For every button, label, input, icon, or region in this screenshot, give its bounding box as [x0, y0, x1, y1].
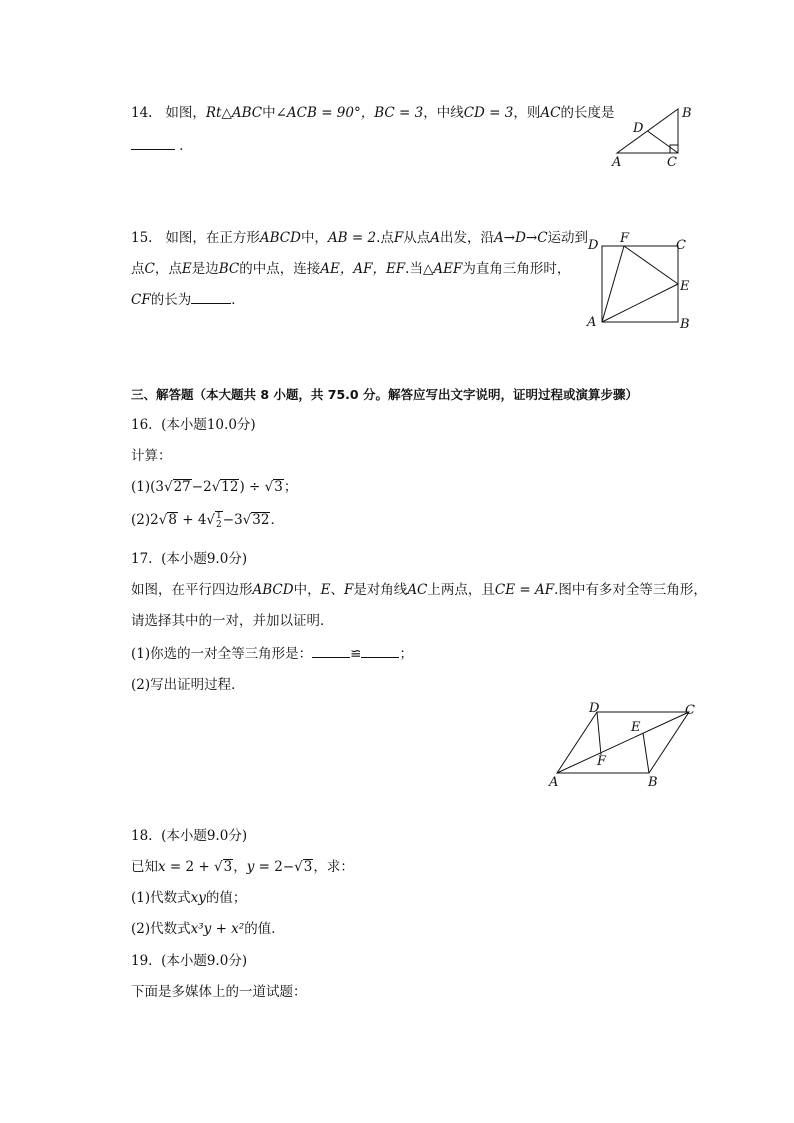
label-c: C — [676, 238, 686, 253]
segment-ef — [624, 246, 678, 284]
q15-line2: 点C，点E是边BC的中点，连接AE，AF，EF.当△AEF为直角三角形时， — [131, 261, 571, 277]
label-a: A — [612, 155, 622, 170]
median-cd — [648, 131, 679, 153]
q17-header: 17. (本小题9.0分) — [131, 551, 248, 567]
q17-line2: 请选择其中的一对，并加以证明． — [131, 613, 334, 629]
label-e: E — [680, 279, 690, 294]
q14-line1: 14. 如图，Rt△ABC中∠ACB = 90°，BC = 3，中线CD = 3，则AC的长度是 — [131, 105, 615, 121]
label-c: C — [685, 703, 695, 718]
answer-blank[interactable] — [131, 137, 175, 150]
q17-part1: (1)你选的一对全等三角形是： ≌ ； — [131, 646, 413, 662]
segment-af — [602, 246, 624, 322]
label-f: F — [597, 754, 607, 769]
label-b: B — [648, 775, 658, 790]
q17-part2: (2)写出证明过程． — [131, 677, 245, 693]
label-d: D — [588, 238, 599, 253]
q16-header: 16. (本小题10.0分) — [131, 417, 256, 433]
q18-header: 18. (本小题9.0分) — [131, 828, 248, 844]
q19-header: 19. (本小题9.0分) — [131, 953, 248, 969]
q15-line3: CF的长为 ． — [131, 292, 245, 308]
answer-blank[interactable] — [312, 645, 350, 658]
label-a: A — [549, 775, 559, 790]
segment-be — [643, 733, 649, 773]
label-b: B — [680, 317, 690, 332]
segment-df — [597, 712, 601, 755]
q18-line1: 已知x = 2 + √3，y = 2−√3，求： — [131, 859, 354, 875]
answer-blank[interactable] — [361, 645, 399, 658]
q16-part2: (2)2√8 + 4√1 2−3√32． — [131, 510, 284, 530]
q14-figure — [608, 104, 698, 174]
q16-part1: (1)(3√27−2√12) ÷ √3； — [131, 479, 298, 495]
q18-part2: (2)代数式x³y + x²的值． — [131, 921, 285, 937]
q16-intro: 计算： — [131, 448, 172, 464]
label-e: E — [631, 720, 641, 735]
label-d: D — [589, 701, 600, 716]
q17-line1: 如图，在平行四边形ABCD中，E、F是对角线AC上两点，且CE = AF.图中有多对全等三角形， — [131, 582, 707, 598]
segment-ae — [602, 284, 678, 322]
label-d: D — [633, 121, 644, 136]
answer-blank[interactable] — [191, 291, 231, 304]
label-b: B — [682, 106, 692, 121]
label-f: F — [620, 231, 630, 246]
label-c: C — [667, 155, 677, 170]
q19-line1: 下面是多媒体上的一道试题： — [131, 984, 307, 1000]
q14-line2: ． — [131, 136, 193, 156]
q15-line1: 15. 如图，在正方形ABCD中，AB = 2.点F从点A出发，沿A→D→C运动到 — [131, 230, 589, 246]
q15-figure — [584, 232, 694, 332]
q18-part1: (1)代数式xy的值； — [131, 890, 247, 906]
section-heading: 三、解答题（本大题共 8 小题，共 75.0 分。解答应写出文字说明，证明过程或演算步骤） — [131, 387, 638, 402]
label-a: A — [587, 315, 597, 330]
q17-figure — [545, 700, 705, 795]
